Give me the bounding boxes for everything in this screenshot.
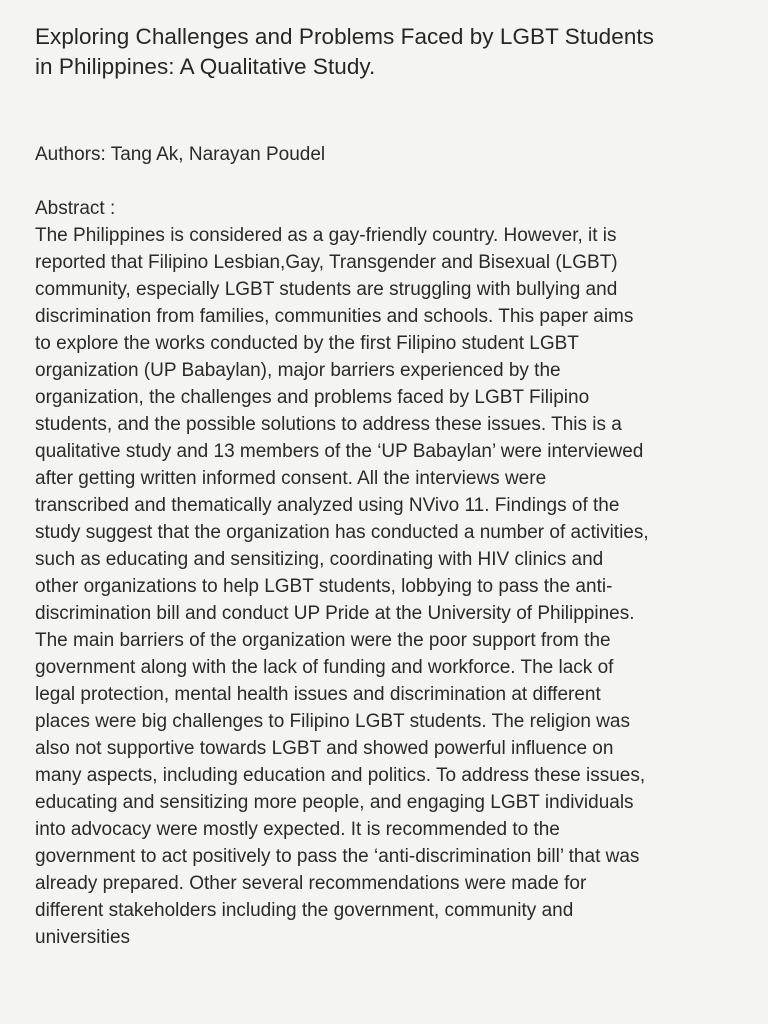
abstract-line: legal protection, mental health issues and discrimination at different — [35, 684, 601, 705]
abstract-line: community, especially LGBT students are struggling with bullying and — [35, 279, 618, 300]
abstract-line: different stakeholders including the government, community and — [35, 900, 574, 921]
authors-line: Authors: Tang Ak, Narayan Poudel — [35, 144, 326, 165]
abstract-line: government to act positively to pass the ‘anti-discrimination bill’ that was — [35, 846, 640, 867]
abstract-line: discrimination bill and conduct UP Pride at the University of Philippines. — [35, 603, 635, 624]
abstract-line: study suggest that the organization has conducted a number of activities, — [35, 522, 649, 543]
paper-title — [35, 22, 735, 82]
abstract-line: The main barriers of the organization were the poor support from the — [35, 630, 611, 651]
abstract-line: into advocacy were mostly expected. It is recommended to the — [35, 819, 560, 840]
abstract-line: qualitative study and 13 members of the ‘UP Babaylan’ were interviewed — [35, 441, 644, 462]
abstract-line: government along with the lack of funding and workforce. The lack of — [35, 657, 614, 678]
abstract-line: already prepared. Other several recommendations were made for — [35, 873, 587, 894]
abstract-line: educating and sensitizing more people, and engaging LGBT individuals — [35, 792, 634, 813]
abstract-line: universities — [35, 927, 131, 948]
document-page — [35, 22, 735, 948]
abstract-line: reported that Filipino Lesbian,Gay, Transgender and Bisexual (LGBT) — [35, 252, 618, 273]
abstract-line: discrimination from families, communities and schools. This paper aims — [35, 306, 634, 327]
paper-title-line: in Philippines: A Qualitative Study. — [35, 54, 376, 79]
abstract-line: to explore the works conducted by the first Filipino student LGBT — [35, 333, 579, 354]
paper-title-line: Exploring Challenges and Problems Faced by LGBT Students — [35, 24, 654, 49]
abstract-line: organization, the challenges and problems faced by LGBT Filipino — [35, 387, 590, 408]
abstract-text — [35, 222, 735, 951]
abstract-line: also not supportive towards LGBT and showed powerful influence on — [35, 738, 614, 759]
abstract-line: many aspects, including education and politics. To address these issues, — [35, 765, 646, 786]
abstract-line: places were big challenges to Filipino LGBT students. The religion was — [35, 711, 630, 732]
abstract-line: after getting written informed consent. All the interviews were — [35, 468, 547, 489]
abstract-line: organization (UP Babaylan), major barriers experienced by the — [35, 360, 561, 381]
abstract-heading: Abstract : — [35, 198, 116, 219]
abstract-line: such as educating and sensitizing, coordinating with HIV clinics and — [35, 549, 604, 570]
abstract-line: transcribed and thematically analyzed using NVivo 11. Findings of the — [35, 495, 620, 516]
abstract-line: The Philippines is considered as a gay-friendly country. However, it is — [35, 225, 617, 246]
abstract-line: students, and the possible solutions to address these issues. This is a — [35, 414, 622, 435]
abstract-line: other organizations to help LGBT students, lobbying to pass the anti- — [35, 576, 613, 597]
